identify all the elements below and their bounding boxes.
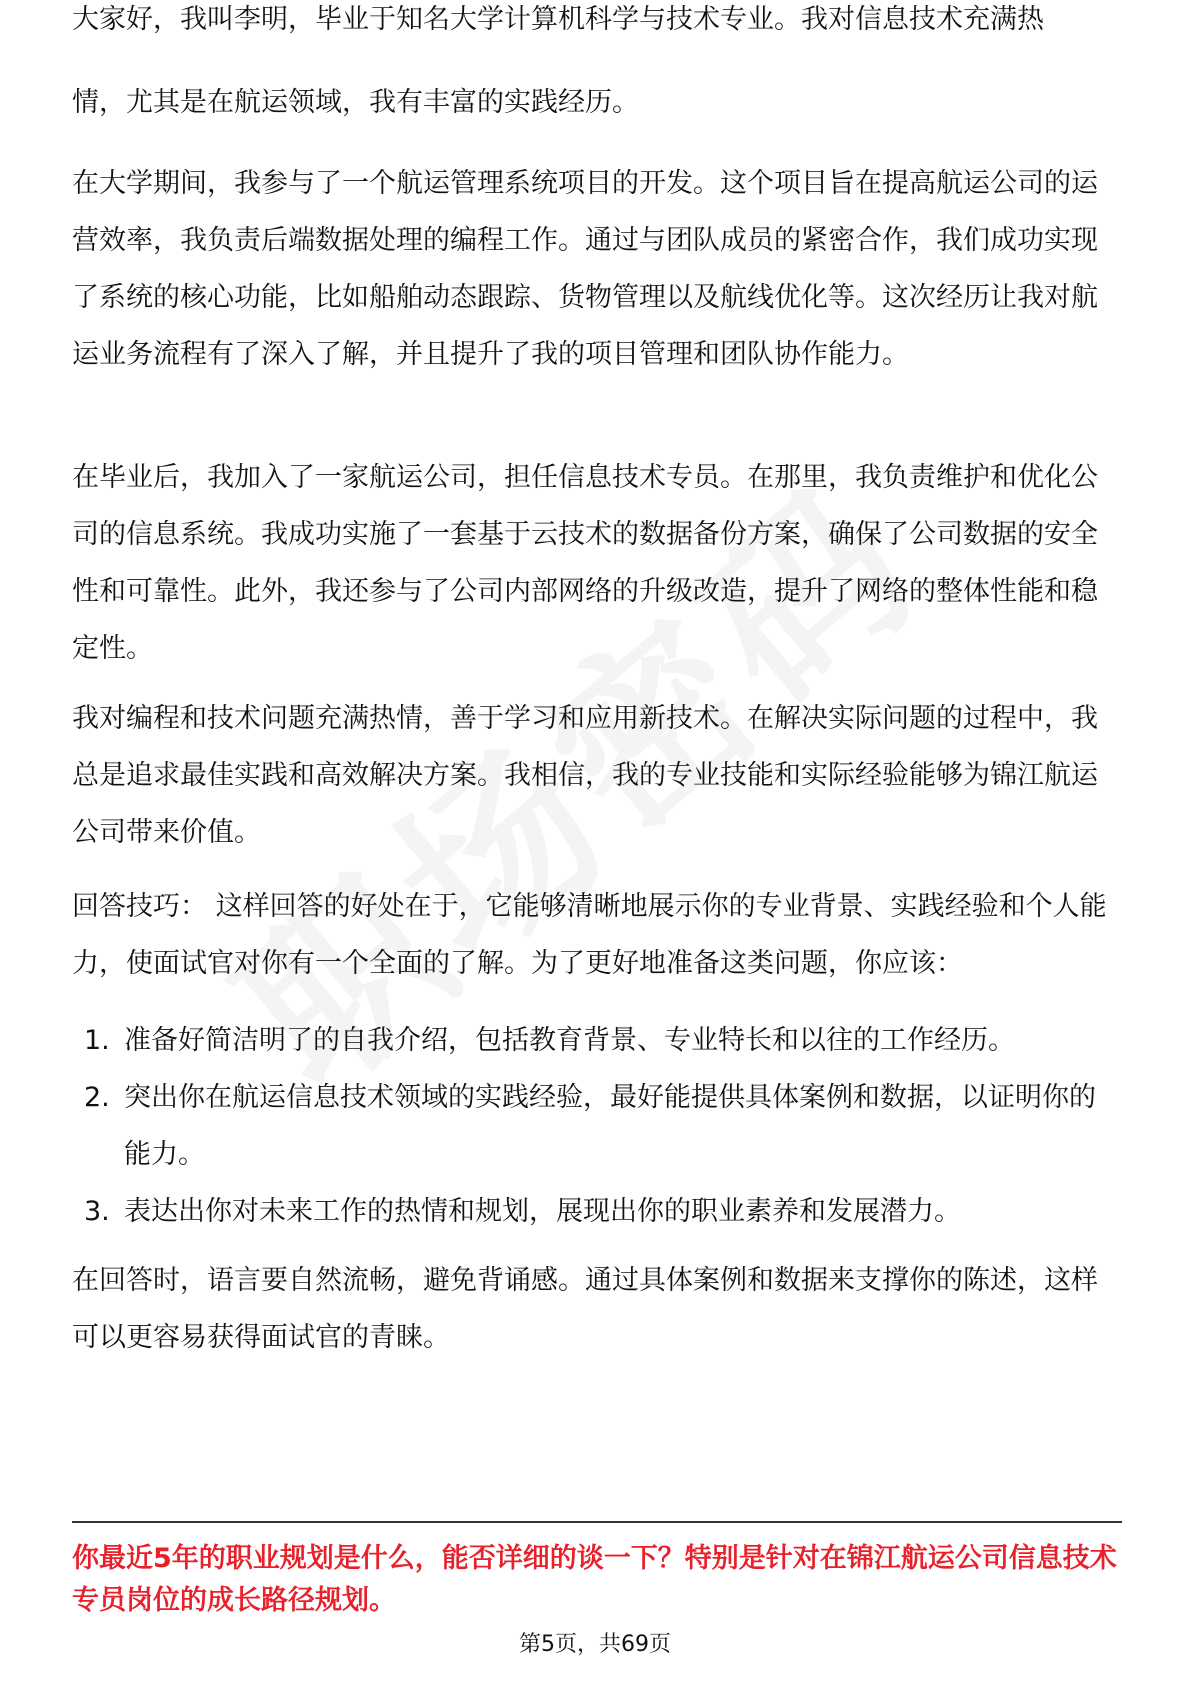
next-question-heading: 你最近5年的职业规划是什么，能否详细的谈一下？特别是针对在锦江航运公司信息技术专员岗位的成长路径规划。: [72, 1543, 1117, 1616]
list-item-number: 2.: [84, 1082, 110, 1113]
paragraph-intro-end: 情，尤其是在航运领域，我有丰富的实践经历。: [72, 87, 639, 118]
tips-list: [72, 1012, 1122, 1240]
list-item-number: 3.: [84, 1196, 110, 1227]
list-item-text: 表达出你对未来工作的热情和规划，展现出你的职业素养和发展潜力。: [124, 1196, 961, 1227]
cutoff-text-line: [72, 4, 1122, 52]
page-footer: 第5页，共69页: [519, 1632, 671, 1657]
list-item: [72, 1069, 1122, 1183]
list-item-text: 准备好简洁明了的自我介绍，包括教育背景、专业特长和以往的工作经历。: [124, 1025, 1015, 1056]
paragraph-work-experience: 在毕业后，我加入了一家航运公司，担任信息技术专员。在那里，我负责维护和优化公司的信息系统。我成功实施了一套基于云技术的数据备份方案，确保了公司数据的安全性和可靠性。此外，我还参与了公司内部网络的升级改造，提升了网络的整体性能和稳定性。: [72, 462, 1098, 664]
list-item-number: 1.: [84, 1025, 110, 1056]
cutoff-text: 大家好，我叫李明，毕业于知名大学计算机科学与技术专业。我对信息技术充满热: [72, 4, 1044, 35]
paragraph-university-project: 在大学期间，我参与了一个航运管理系统项目的开发。这个项目旨在提高航运公司的运营效率，我负责后端数据处理的编程工作。通过与团队成员的紧密合作，我们成功实现了系统的核心功能，比如船舶动态跟踪、货物管理以及航线优化等。这次经历让我对航运业务流程有了深入了解，并且提升了我的项目管理和团队协作能力。: [72, 168, 1098, 370]
section-divider: [72, 1521, 1122, 1523]
list-item: [72, 1012, 1122, 1069]
list-item: [72, 1183, 1122, 1240]
paragraph-closing: 在回答时，语言要自然流畅，避免背诵感。通过具体案例和数据来支撑你的陈述，这样可以更容易获得面试官的青睐。: [72, 1265, 1098, 1353]
paragraph-passion: 我对编程和技术问题充满热情，善于学习和应用新技术。在解决实际问题的过程中，我总是追求最佳实践和高效解决方案。我相信，我的专业技能和实际经验能够为锦江航运公司带来价值。: [72, 703, 1098, 848]
paragraph-answer-tips: 回答技巧： 这样回答的好处在于，它能够清晰地展示你的专业背景、实践经验和个人能力，使面试官对你有一个全面的了解。为了更好地准备这类问题，你应该：: [72, 891, 1107, 979]
list-item-text: 突出你在航运信息技术领域的实践经验，最好能提供具体案例和数据，以证明你的能力。: [124, 1082, 1096, 1170]
